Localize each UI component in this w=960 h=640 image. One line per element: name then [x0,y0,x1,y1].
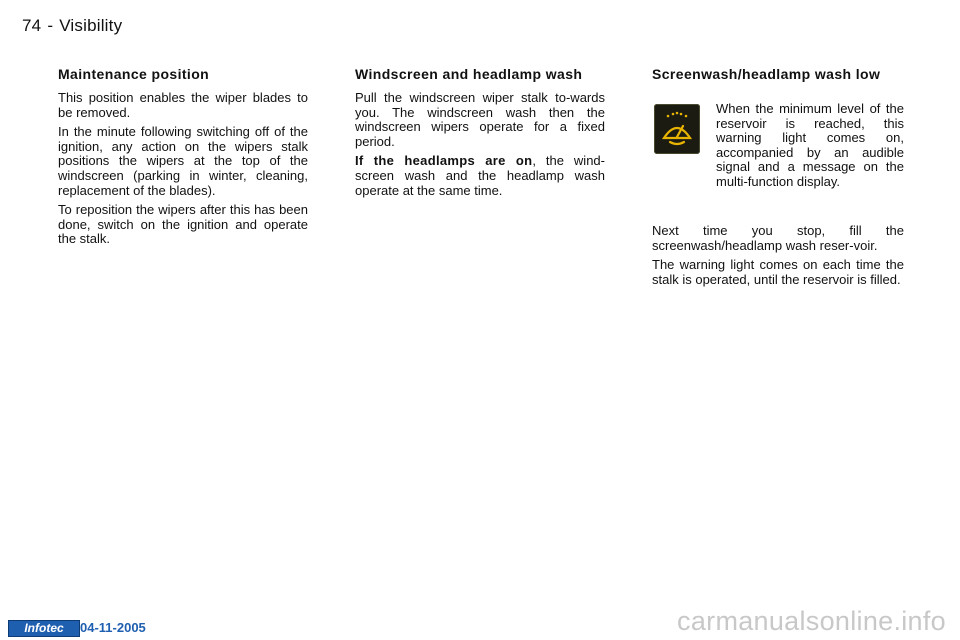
headlamps-on-rest: , the wind-screen wash and the headlamp wash operate at the same time. [355,153,605,198]
maintenance-paragraph-2: In the minute following switching off of the ignition, any action on the wipers stalk positions the wipers at the top of the windscreen (parking in winter, cleaning, replacement of the blades). [58,124,308,198]
site-watermark: carmanualsonline.info [677,606,946,636]
page-header [22,16,122,36]
warning-block [652,102,904,218]
header-separator: - [47,16,54,35]
screenwash-paragraph-2: The warning light comes on each time the stalk is operated, until the reservoir is filled. [652,257,904,287]
screenwash-low-heading: Screenwash/headlamp wash low [652,66,881,82]
maintenance-paragraph-3: To reposition the wipers after this has been done, switch on the ignition and operate the stalk. [58,202,308,247]
windscreen-wash-paragraph-2 [355,154,605,198]
screenwash-low-column [652,66,904,292]
screenwash-paragraph-1: Next time you stop, fill the screenwash/headlamp wash reser-voir. [652,223,904,253]
windscreen-wash-heading: Windscreen and headlamp wash [355,66,583,82]
washer-fluid-warning-icon [654,104,700,154]
windscreen-wash-paragraph-1: Pull the windscreen wiper stalk to-wards you. The windscreen wash then the windscreen wipers operate for a fixed period. [355,90,605,149]
headlamps-on-lead: If the headlamps are on [355,153,533,169]
maintenance-paragraph-1: This position enables the wiper blades to be removed. [58,90,308,120]
windscreen-wash-column [355,66,605,203]
maintenance-position-heading: Maintenance position [58,66,210,82]
maintenance-position-column [58,66,308,252]
footer-date: 04-11-2005 [80,620,146,635]
infotec-badge: Infotec [8,620,80,637]
section-title: Visibility [59,16,123,35]
page-number: 74 [22,16,42,35]
warning-light-description: When the minimum level of the reservoir is reached, this warning light comes on, accompanied by an audible signal and a message on the multi-function display. [716,101,904,189]
